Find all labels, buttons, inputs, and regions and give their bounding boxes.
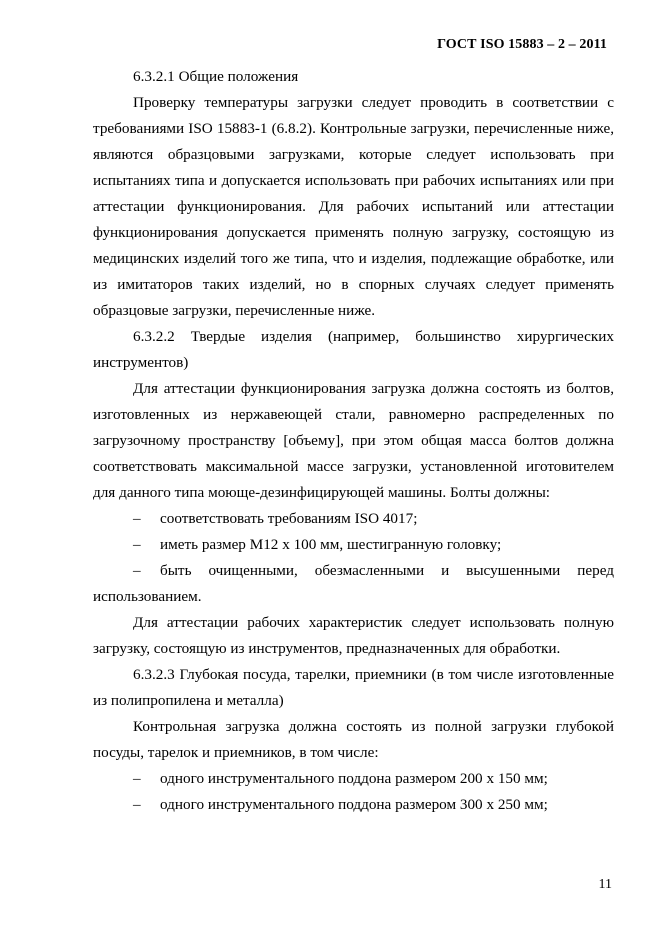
list-dash: – xyxy=(133,796,141,813)
list-item xyxy=(93,558,614,610)
list-item-text: быть очищенными, обезмасленными и высушенными перед использованием. xyxy=(93,562,614,605)
list-item-text: одного инструментального поддона размером 300 х 250 мм; xyxy=(160,796,548,813)
page-body xyxy=(93,64,614,818)
paragraph-dishes-load: Контрольная загрузка должна состоять из полной загрузки глубокой посуды, тарелок и приемников, в том числе: xyxy=(93,718,614,761)
list-item xyxy=(93,532,614,558)
paragraph-bolts-load: Для аттестации функционирования загрузка должна состоять из болтов, изготовленных из нержавеющей стали, равномерно распределенных по загрузочному пространству [объему], при этом общая масса болтов должна соответствовать максимальной массе загрузки, установленной иготовителем для данного типа моюще-дезинфицирующей машины. Болты должны: xyxy=(93,380,614,501)
list-item xyxy=(93,766,614,792)
list-item-text: иметь размер М12 х 100 мм, шестигранную головку; xyxy=(160,536,502,553)
list-dash: – xyxy=(133,536,141,553)
page-number: 11 xyxy=(598,877,612,892)
section-heading-6-3-2-3: 6.3.2.3 Глубокая посуда, тарелки, приемники (в том числе изготовленные из полипропилена и металла) xyxy=(93,666,614,709)
list-item xyxy=(93,506,614,532)
list-dash: – xyxy=(133,562,141,579)
paragraph-load-temperature: Проверку температуры загрузки следует проводить в соответствии с требованиями ISO 15883-1 (6.8.2). Контрольные загрузки, перечисленные ниже, являются образцовыми загрузками, которые следует использовать при испытаниях типа и допускается использовать при рабочих испытаниях или при аттестации функционирования. Для рабочих испытаний или аттестации функционирования допускается применять полную загрузку, состоящую из медицинских изделий того же типа, что и изделия, подлежащие обработке, или из имитаторов таких изделий, но в спорных случаях следует применять образцовые загрузки, перечисленные ниже. xyxy=(93,94,614,319)
list-dash: – xyxy=(133,510,141,527)
standard-code-header: ГОСТ ISO 15883 – 2 – 2011 xyxy=(437,37,607,52)
list-dash: – xyxy=(133,770,141,787)
list-item-text: одного инструментального поддона размером 200 х 150 мм; xyxy=(160,770,548,787)
section-heading-6-3-2-2: 6.3.2.2 Твердые изделия (например, большинство хирургических инструментов) xyxy=(93,328,614,371)
section-heading-6-3-2-1: 6.3.2.1 Общие положения xyxy=(133,68,299,85)
list-item-text: соответствовать требованиям ISO 4017; xyxy=(160,510,418,527)
list-item xyxy=(93,792,614,818)
paragraph-performance-load: Для аттестации рабочих характеристик следует использовать полную загрузку, состоящую из инструментов, предназначенных для обработки. xyxy=(93,614,614,657)
